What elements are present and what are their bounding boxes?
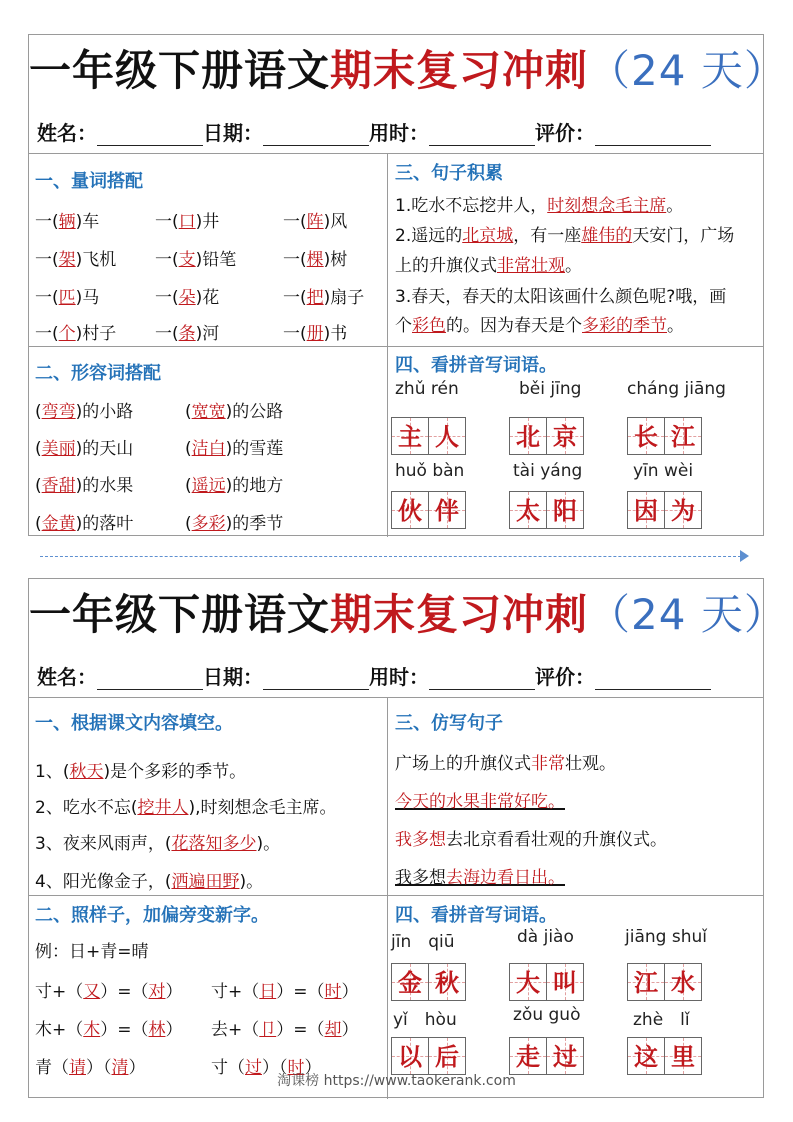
answer: 美丽 bbox=[41, 439, 76, 459]
title-days: （24 天） bbox=[588, 46, 787, 95]
section-title-adjectives: 二、形容词搭配 bbox=[35, 363, 161, 384]
section-title-imitate: 三、仿写句子 bbox=[395, 713, 503, 734]
answer: 今天的水果非常好吃。 bbox=[395, 792, 565, 812]
arrow-right-icon bbox=[740, 550, 749, 562]
pinyin-label: huǒ bàn bbox=[395, 461, 465, 481]
answer: 却 bbox=[324, 1020, 342, 1040]
section-title-measure-words: 一、量词搭配 bbox=[35, 171, 143, 192]
character-grid: 这 里 bbox=[627, 1037, 701, 1075]
answer: 秋天 bbox=[69, 762, 104, 782]
imitate-line bbox=[395, 787, 565, 812]
pinyin-label: jīn qiū bbox=[391, 932, 455, 952]
answer: 口 bbox=[178, 212, 196, 232]
answer: 棵 bbox=[306, 250, 324, 270]
answer: 册 bbox=[306, 324, 324, 344]
name-label: 姓名： bbox=[37, 665, 97, 689]
answer: 多彩的季节 bbox=[582, 316, 667, 336]
fill-in-line: 4、阳光像金子，(洒遍田野)。 bbox=[35, 872, 264, 892]
adjective-row: (美丽)的天山 (洁白)的雪莲 bbox=[35, 439, 284, 459]
answer: 木 bbox=[83, 1020, 101, 1040]
divider bbox=[29, 346, 763, 347]
info-line bbox=[37, 117, 755, 145]
title-grade: 一年级下册语文 bbox=[29, 590, 331, 639]
answer: 非常壮观 bbox=[497, 256, 565, 276]
answer: 花落知多少 bbox=[171, 834, 257, 854]
adjective-row: (香甜)的水果 (遥远)的地方 bbox=[35, 476, 284, 496]
fill-in-line: 3、夜来风雨声，(花落知多少)。 bbox=[35, 834, 281, 854]
date-label: 日期： bbox=[203, 665, 263, 689]
fill-in-line: 2、吃水不忘(挖井人),时刻想念毛主席。 bbox=[35, 798, 337, 818]
pinyin-label: tài yáng bbox=[513, 461, 583, 481]
character-grid: 北 京 bbox=[509, 417, 583, 455]
pinyin-label: cháng jiāng bbox=[627, 379, 726, 399]
worksheet-title bbox=[29, 35, 787, 107]
imitate-line: 我多想去海边看日出。 bbox=[395, 868, 565, 888]
answer: 彩色 bbox=[412, 316, 446, 336]
radical-row: 青（请）（清） 寸（过）（时） bbox=[35, 1058, 322, 1078]
evaluation-label: 评价： bbox=[535, 665, 595, 689]
divider bbox=[29, 895, 763, 896]
pinyin-label: jiāng shuǐ bbox=[625, 927, 707, 947]
name-blank[interactable] bbox=[97, 667, 203, 690]
character-grid: 主 人 bbox=[391, 417, 465, 455]
answer: 时刻想念毛主席 bbox=[547, 196, 667, 216]
dashed-separator bbox=[40, 556, 746, 557]
radical-row: 木+（木）=（林） 去+（卩）=（却） bbox=[35, 1020, 359, 1040]
info-line bbox=[37, 661, 755, 689]
measure-word-row: 一(匹)马 一(朵)花 一(把)扇子 bbox=[35, 288, 365, 308]
fill-in-line: 1、(秋天)是个多彩的季节。 bbox=[35, 762, 247, 782]
answer: 北京城 bbox=[462, 226, 514, 246]
title-grade: 一年级下册语文 bbox=[29, 46, 331, 95]
answer: 多彩 bbox=[191, 514, 226, 534]
sentence-line: 个彩色的。因为春天是个多彩的季节。 bbox=[395, 316, 684, 336]
answer: 去海边看日出。 bbox=[446, 868, 565, 888]
title-review: 期末复习冲刺 bbox=[330, 590, 589, 639]
answer: 请 bbox=[69, 1058, 86, 1078]
answer: 卩 bbox=[259, 1020, 277, 1040]
section-title-sentences: 三、句子积累 bbox=[395, 163, 503, 184]
answer: 把 bbox=[306, 288, 324, 308]
date-blank[interactable] bbox=[263, 123, 369, 146]
adjective-row: (金黄)的落叶 (多彩)的季节 bbox=[35, 514, 284, 534]
sentence-line: 1.吃水不忘挖井人，时刻想念毛主席。 bbox=[395, 196, 684, 216]
answer: 清 bbox=[111, 1058, 129, 1078]
pinyin-label: yīn wèi bbox=[633, 461, 694, 481]
divider bbox=[29, 697, 763, 698]
character-grid: 走 过 bbox=[509, 1037, 583, 1075]
section-title-radicals: 二、照样子，加偏旁变新字。 bbox=[35, 905, 269, 926]
character-grid: 金 秋 bbox=[391, 963, 465, 1001]
answer: 宽宽 bbox=[191, 402, 226, 422]
pinyin-label: yǐ hòu bbox=[393, 1010, 457, 1030]
evaluation-label: 评价： bbox=[535, 121, 595, 145]
divider bbox=[29, 153, 763, 154]
answer: 时 bbox=[324, 982, 342, 1002]
answer: 日 bbox=[259, 982, 277, 1002]
answer: 雄伟的 bbox=[581, 226, 633, 246]
answer: 朵 bbox=[178, 288, 196, 308]
pinyin-label: zǒu guò bbox=[513, 1005, 581, 1025]
answer: 洁白 bbox=[191, 439, 226, 459]
answer: 林 bbox=[148, 1020, 166, 1040]
pinyin-label: zhè lǐ bbox=[633, 1010, 690, 1030]
worksheet-title bbox=[29, 579, 787, 651]
title-days: （24 天） bbox=[588, 590, 787, 639]
radical-row: 寸+（又）=（对） 寸+（日）=（时） bbox=[35, 982, 359, 1002]
sentence-line: 3.春天，春天的太阳该画什么颜色呢?哦，画 bbox=[395, 287, 727, 307]
date-label: 日期： bbox=[203, 121, 263, 145]
section-title-pinyin: 四、看拼音写词语。 bbox=[395, 355, 557, 376]
character-grid: 长 江 bbox=[627, 417, 701, 455]
character-grid: 以 后 bbox=[391, 1037, 465, 1075]
imitate-line: 广场上的升旗仪式非常壮观。 bbox=[395, 754, 616, 774]
sentence-line: 2.遥远的北京城，有一座雄伟的天安门，广场 bbox=[395, 226, 735, 246]
time-label: 用时： bbox=[369, 121, 429, 145]
character-grid: 大 叫 bbox=[509, 963, 583, 1001]
answer: 又 bbox=[83, 982, 101, 1002]
answer: 阵 bbox=[306, 212, 324, 232]
answer: 支 bbox=[178, 250, 196, 270]
adjective-row: (弯弯)的小路 (宽宽)的公路 bbox=[35, 402, 284, 422]
evaluation-blank[interactable] bbox=[595, 123, 711, 146]
time-blank[interactable] bbox=[429, 123, 535, 146]
pinyin-label: zhǔ rén bbox=[395, 379, 459, 399]
time-blank[interactable] bbox=[429, 667, 535, 690]
character-grid: 江 水 bbox=[627, 963, 701, 1001]
answer: 洒遍田野 bbox=[171, 872, 240, 892]
measure-word-row: 一(个)村子 一(条)河 一(册)书 bbox=[35, 324, 348, 344]
answer: 辆 bbox=[58, 212, 76, 232]
footer-watermark: 淘课榜 https://www.taokerank.com bbox=[277, 1073, 516, 1089]
example-line: 例：日+青=晴 bbox=[35, 942, 149, 962]
name-blank[interactable] bbox=[97, 123, 203, 146]
measure-word-row: 一(架)飞机 一(支)铅笔 一(棵)树 bbox=[35, 250, 348, 270]
character-grid: 太 阳 bbox=[509, 491, 583, 529]
highlight: 非常 bbox=[531, 754, 565, 774]
answer: 架 bbox=[58, 250, 76, 270]
section-title-fill-in: 一、根据课文内容填空。 bbox=[35, 713, 233, 734]
answer: 条 bbox=[178, 324, 196, 344]
answer: 香甜 bbox=[41, 476, 76, 496]
measure-word-row: 一(辆)车 一(口)井 一(阵)风 bbox=[35, 212, 348, 232]
imitate-line: 我多想去北京看看壮观的升旗仪式。 bbox=[395, 830, 667, 850]
divider bbox=[387, 153, 388, 537]
evaluation-blank[interactable] bbox=[595, 667, 711, 690]
name-label: 姓名： bbox=[37, 121, 97, 145]
title-review: 期末复习冲刺 bbox=[330, 46, 589, 95]
answer: 匹 bbox=[58, 288, 76, 308]
answer: 金黄 bbox=[41, 514, 76, 534]
answer: 个 bbox=[58, 324, 76, 344]
character-grid: 因 为 bbox=[627, 491, 701, 529]
divider bbox=[387, 697, 388, 1099]
answer: 弯弯 bbox=[41, 402, 76, 422]
pinyin-label: běi jīng bbox=[519, 379, 582, 399]
answer: 遥远 bbox=[191, 476, 226, 496]
answer: 时 bbox=[287, 1058, 305, 1078]
section-title-pinyin: 四、看拼音写词语。 bbox=[395, 905, 557, 926]
answer: 挖井人 bbox=[137, 798, 189, 818]
sentence-line: 上的升旗仪式非常壮观。 bbox=[395, 256, 582, 276]
worksheet-1 bbox=[28, 34, 787, 536]
worksheet-2 bbox=[28, 578, 787, 1098]
pinyin-label: dà jiào bbox=[517, 927, 574, 947]
date-blank[interactable] bbox=[263, 667, 369, 690]
character-grid: 伙 伴 bbox=[391, 491, 465, 529]
time-label: 用时： bbox=[369, 665, 429, 689]
answer: 过 bbox=[245, 1058, 262, 1078]
answer: 对 bbox=[148, 982, 166, 1002]
